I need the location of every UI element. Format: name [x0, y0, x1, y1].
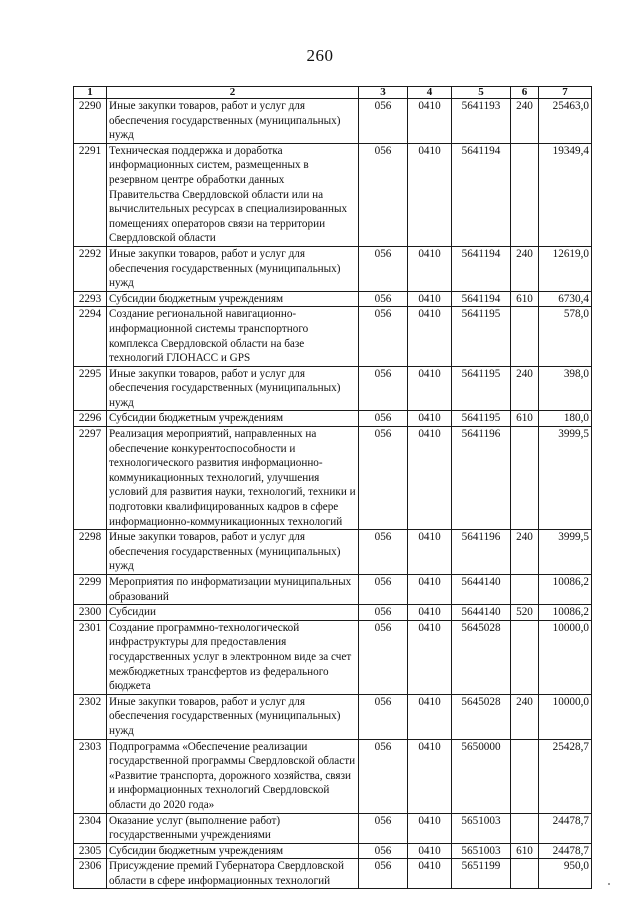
table-row [74, 813, 592, 843]
table-row [74, 575, 592, 605]
row-number: 2300 [74, 605, 107, 621]
table-row [74, 605, 592, 621]
table-row [74, 143, 592, 246]
section-code: 0410 [408, 813, 452, 843]
section-code: 0410 [408, 307, 452, 366]
section-code: 0410 [408, 843, 452, 859]
item-name: Иные закупки товаров, работ и услуг для обеспечения государственных (муниципальных) нужд [107, 99, 359, 144]
ministry-code: 056 [359, 291, 408, 307]
table-row [74, 427, 592, 530]
row-number: 2295 [74, 366, 107, 411]
table-row [74, 99, 592, 144]
target-article-code: 5641195 [452, 307, 511, 366]
table-row [74, 694, 592, 739]
row-number: 2294 [74, 307, 107, 366]
section-code: 0410 [408, 605, 452, 621]
budget-table [73, 86, 592, 889]
section-code: 0410 [408, 530, 452, 575]
ministry-code: 056 [359, 813, 408, 843]
ministry-code: 056 [359, 739, 408, 813]
expense-type-code [511, 575, 539, 605]
ministry-code: 056 [359, 530, 408, 575]
item-name: Реализация мероприятий, направленных на обеспечение конкурентоспособности и технологического развития информационно-коммуникационных технологий, улучшения условий для развития науки, технологий, техники и подготовки квалифицированных кадров в сфере информационно-коммуникационных технологий [107, 427, 359, 530]
column-header: 3 [359, 87, 408, 99]
ministry-code: 056 [359, 605, 408, 621]
row-number: 2297 [74, 427, 107, 530]
table-header-row [74, 87, 592, 99]
column-header: 6 [511, 87, 539, 99]
target-article-code: 5651003 [452, 813, 511, 843]
target-article-code: 5641194 [452, 291, 511, 307]
row-number: 2302 [74, 694, 107, 739]
target-article-code: 5641194 [452, 143, 511, 246]
ministry-code: 056 [359, 620, 408, 694]
ministry-code: 056 [359, 694, 408, 739]
section-code: 0410 [408, 694, 452, 739]
section-code: 0410 [408, 411, 452, 427]
target-article-code: 5641196 [452, 530, 511, 575]
amount-value: 10000,0 [539, 620, 592, 694]
target-article-code: 5641194 [452, 246, 511, 291]
expense-type-code [511, 307, 539, 366]
table-row [74, 246, 592, 291]
amount-value: 578,0 [539, 307, 592, 366]
expense-type-code: 240 [511, 99, 539, 144]
section-code: 0410 [408, 620, 452, 694]
amount-value: 19349,4 [539, 143, 592, 246]
ministry-code: 056 [359, 411, 408, 427]
ministry-code: 056 [359, 143, 408, 246]
table-row [74, 366, 592, 411]
row-number: 2298 [74, 530, 107, 575]
expense-type-code [511, 859, 539, 889]
expense-type-code [511, 427, 539, 530]
ministry-code: 056 [359, 843, 408, 859]
amount-value: 12619,0 [539, 246, 592, 291]
amount-value: 3999,5 [539, 530, 592, 575]
row-number: 2292 [74, 246, 107, 291]
table-body [74, 99, 592, 889]
ministry-code: 056 [359, 575, 408, 605]
target-article-code: 5644140 [452, 605, 511, 621]
section-code: 0410 [408, 739, 452, 813]
section-code: 0410 [408, 246, 452, 291]
item-name: Субсидии бюджетным учреждениям [107, 843, 359, 859]
section-code: 0410 [408, 143, 452, 246]
item-name: Субсидии бюджетным учреждениям [107, 291, 359, 307]
ministry-code: 056 [359, 99, 408, 144]
expense-type-code: 610 [511, 411, 539, 427]
expense-type-code: 240 [511, 366, 539, 411]
table-row [74, 307, 592, 366]
target-article-code: 5651199 [452, 859, 511, 889]
row-number: 2304 [74, 813, 107, 843]
table-row [74, 411, 592, 427]
amount-value: 10086,2 [539, 575, 592, 605]
amount-value: 24478,7 [539, 813, 592, 843]
item-name: Техническая поддержка и доработка информационных систем, размещенных в резервном центре обработки данных Правительства Свердловской области или на вычислительных ресурсах в специализированных помещениях операторов связи на территории Свердловской области [107, 143, 359, 246]
ministry-code: 056 [359, 859, 408, 889]
item-name: Субсидии [107, 605, 359, 621]
ministry-code: 056 [359, 366, 408, 411]
amount-value: 3999,5 [539, 427, 592, 530]
amount-value: 950,0 [539, 859, 592, 889]
column-header: 7 [539, 87, 592, 99]
column-header: 4 [408, 87, 452, 99]
target-article-code: 5641195 [452, 366, 511, 411]
expense-type-code [511, 620, 539, 694]
target-article-code: 5641195 [452, 411, 511, 427]
item-name: Иные закупки товаров, работ и услуг для обеспечения государственных (муниципальных) нужд [107, 246, 359, 291]
target-article-code: 5644140 [452, 575, 511, 605]
scan-speck [608, 883, 610, 885]
amount-value: 6730,4 [539, 291, 592, 307]
table-row [74, 843, 592, 859]
expense-type-code: 240 [511, 694, 539, 739]
target-article-code: 5641196 [452, 427, 511, 530]
amount-value: 10086,2 [539, 605, 592, 621]
item-name: Иные закупки товаров, работ и услуг для обеспечения государственных (муниципальных) нужд [107, 530, 359, 575]
item-name: Мероприятия по информатизации муниципальных образований [107, 575, 359, 605]
ministry-code: 056 [359, 307, 408, 366]
expense-type-code [511, 813, 539, 843]
target-article-code: 5651003 [452, 843, 511, 859]
ministry-code: 056 [359, 246, 408, 291]
section-code: 0410 [408, 366, 452, 411]
item-name: Иные закупки товаров, работ и услуг для обеспечения государственных (муниципальных) нужд [107, 694, 359, 739]
amount-value: 10000,0 [539, 694, 592, 739]
expense-type-code: 520 [511, 605, 539, 621]
item-name: Иные закупки товаров, работ и услуг для обеспечения государственных (муниципальных) нужд [107, 366, 359, 411]
table-row [74, 739, 592, 813]
item-name: Создание программно-технологической инфраструктуры для предоставления государственных услуг в электронном виде за счет межбюджетных трансфертов из федерального бюджета [107, 620, 359, 694]
amount-value: 25463,0 [539, 99, 592, 144]
row-number: 2303 [74, 739, 107, 813]
target-article-code: 5641193 [452, 99, 511, 144]
amount-value: 25428,7 [539, 739, 592, 813]
table-row [74, 530, 592, 575]
column-header: 1 [74, 87, 107, 99]
target-article-code: 5650000 [452, 739, 511, 813]
item-name: Субсидии бюджетным учреждениям [107, 411, 359, 427]
target-article-code: 5645028 [452, 620, 511, 694]
amount-value: 24478,7 [539, 843, 592, 859]
expense-type-code: 240 [511, 246, 539, 291]
row-number: 2306 [74, 859, 107, 889]
expense-type-code: 610 [511, 843, 539, 859]
table-row [74, 291, 592, 307]
table-row [74, 620, 592, 694]
expense-type-code [511, 143, 539, 246]
column-header: 5 [452, 87, 511, 99]
amount-value: 398,0 [539, 366, 592, 411]
expense-type-code: 240 [511, 530, 539, 575]
item-name: Оказание услуг (выполнение работ) государственными учреждениями [107, 813, 359, 843]
table-row [74, 859, 592, 889]
column-header: 2 [107, 87, 359, 99]
page-number: 260 [306, 46, 334, 65]
row-number: 2293 [74, 291, 107, 307]
row-number: 2291 [74, 143, 107, 246]
section-code: 0410 [408, 291, 452, 307]
expense-type-code: 610 [511, 291, 539, 307]
row-number: 2296 [74, 411, 107, 427]
amount-value: 180,0 [539, 411, 592, 427]
target-article-code: 5645028 [452, 694, 511, 739]
section-code: 0410 [408, 99, 452, 144]
item-name: Создание региональной навигационно-информационной системы транспортного комплекса Свердловской области на базе технологий ГЛОНАСС и GPS [107, 307, 359, 366]
row-number: 2290 [74, 99, 107, 144]
expense-type-code [511, 739, 539, 813]
section-code: 0410 [408, 859, 452, 889]
row-number: 2299 [74, 575, 107, 605]
row-number: 2305 [74, 843, 107, 859]
item-name: Подпрограмма «Обеспечение реализации государственной программы Свердловской области «Развитие транспорта, дорожного хозяйства, связи и информационных технологий Свердловской области до 2020 года» [107, 739, 359, 813]
row-number: 2301 [74, 620, 107, 694]
section-code: 0410 [408, 575, 452, 605]
item-name: Присуждение премий Губернатора Свердловской области в сфере информационных технологий [107, 859, 359, 889]
section-code: 0410 [408, 427, 452, 530]
ministry-code: 056 [359, 427, 408, 530]
